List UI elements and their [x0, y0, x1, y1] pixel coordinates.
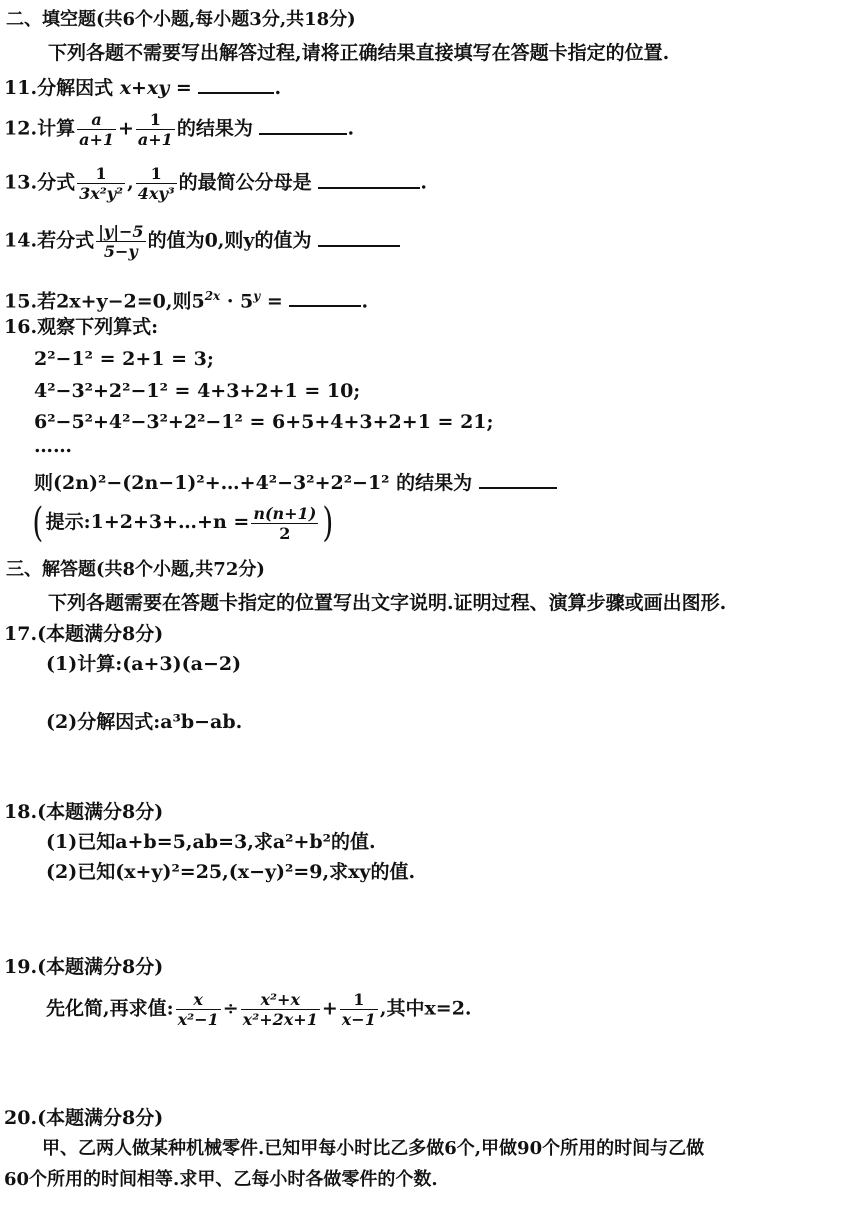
- q11-text: 分解因式: [37, 77, 114, 99]
- q12-fraction-2: [136, 110, 175, 149]
- question-20: [4, 1106, 163, 1130]
- q18-part-1: (1)已知a+b=5,ab=3,求a²+b²的值.: [46, 831, 376, 853]
- q15-number: 15.: [4, 290, 38, 313]
- q14-numerator: |y|−5: [98, 222, 144, 241]
- q17-number: 17.: [4, 623, 38, 645]
- q14-fraction: [96, 222, 145, 261]
- q15-exponent-2: y: [253, 289, 261, 303]
- q12-fraction-1: [77, 110, 116, 149]
- q13-f2-denominator: 4xy³: [137, 184, 175, 203]
- q13-end: .: [420, 171, 427, 194]
- q13-separator: ,: [127, 171, 134, 194]
- q15-mid: · 5: [220, 290, 254, 313]
- q16-hint-paren-right: ): [322, 500, 334, 546]
- question-14: [4, 222, 400, 261]
- question-19: [4, 955, 163, 979]
- q16-answer-blank: [479, 470, 557, 489]
- q20-title: (本题满分8分): [37, 1107, 164, 1129]
- q17-part-1: (1)计算:(a+3)(a−2): [46, 653, 242, 675]
- q16-dots: ……: [34, 435, 72, 457]
- q16-hint-text: 提示:1+2+3+…+n =: [45, 511, 250, 533]
- q19-expression-line: [46, 990, 472, 1029]
- q13-f1-numerator: 1: [77, 164, 125, 184]
- q20-number: 20.: [4, 1107, 38, 1129]
- q15-answer-blank: [289, 288, 361, 307]
- q12-text: 计算: [37, 117, 76, 140]
- q13-answer-blank: [318, 170, 420, 189]
- q14-number: 14.: [4, 229, 38, 252]
- q12-answer-blank: [259, 116, 347, 135]
- question-11: [4, 75, 281, 100]
- q12-plus: +: [117, 117, 134, 140]
- q19-f3-numerator: 1: [340, 990, 378, 1010]
- q13-f2-numerator: 1: [136, 164, 177, 184]
- question-16: [4, 315, 158, 339]
- q13-suffix: 的最简公分母是: [178, 171, 312, 194]
- solve-section-instruction: 下列各题需要在答题卡指定的位置写出文字说明.证明过程、演算步骤或画出图形.: [48, 592, 727, 614]
- q19-plus: +: [321, 997, 338, 1020]
- q16-line-4-text: 则(2n)²−(2n−1)²+…+4²−3²+2²−1² 的结果为: [34, 472, 473, 494]
- q14-denominator: 5−y: [103, 242, 138, 261]
- question-12: [4, 110, 354, 149]
- question-17: [4, 622, 163, 646]
- q12-f2-denominator: a+1: [137, 130, 173, 149]
- q20-line-1: 甲、乙两人做某种机械零件.已知甲每小时比乙多做6个,甲做90个所用的时间与乙做: [42, 1138, 705, 1159]
- question-15: [4, 284, 368, 313]
- q19-pre: 先化简,再求值:: [46, 997, 174, 1020]
- q19-f1-numerator: x: [176, 990, 221, 1010]
- q12-number: 12.: [4, 117, 38, 140]
- q19-post: ,其中x=2.: [379, 997, 472, 1020]
- q13-fraction-1: [77, 164, 125, 203]
- solve-section-title: 三、解答题(共8个小题,共72分): [6, 559, 265, 580]
- q16-hint-numerator: n(n+1): [253, 503, 317, 523]
- question-18: [4, 800, 163, 824]
- q11-expression: x+xy =: [119, 77, 192, 99]
- q16-hint-fraction: [251, 504, 318, 543]
- q16-line-3: 6²−5²+4²−3²+2²−1² = 6+5+4+3+2+1 = 21;: [34, 411, 494, 433]
- q16-hint: [30, 500, 336, 546]
- q17-part-2: (2)分解因式:a³b−ab.: [46, 711, 243, 733]
- q14-answer-blank: [318, 228, 400, 247]
- q11-answer-blank: [198, 75, 274, 94]
- q16-line-2: 4²−3²+2²−1² = 4+3+2+1 = 10;: [34, 380, 361, 402]
- q16-number: 16.: [4, 316, 38, 338]
- q12-f1-denominator: a+1: [79, 130, 114, 149]
- q12-f2-numerator: 1: [136, 110, 175, 130]
- fill-section-title: 二、填空题(共6个小题,每小题3分,共18分): [6, 9, 356, 30]
- q19-fraction-1: [176, 990, 221, 1029]
- q14-suffix: 的值为0,则y的值为: [147, 229, 312, 252]
- q18-part-2: (2)已知(x+y)²=25,(x−y)²=9,求xy的值.: [46, 861, 416, 883]
- q16-hint-denominator: 2: [279, 523, 291, 543]
- q13-fraction-2: [136, 164, 177, 203]
- q19-fraction-2: [241, 990, 320, 1029]
- q19-title: (本题满分8分): [37, 956, 164, 978]
- q18-title: (本题满分8分): [37, 801, 164, 823]
- q12-f1-numerator: a: [77, 110, 116, 130]
- q16-line-4: [34, 470, 557, 495]
- q13-f1-denominator: 3x²y²: [79, 184, 124, 203]
- q13-text: 分式: [37, 171, 76, 194]
- q19-f2-numerator: x²+x: [241, 990, 320, 1010]
- q19-fraction-3: [340, 990, 378, 1029]
- q13-number: 13.: [4, 171, 38, 194]
- q15-exponent-1: 2x: [204, 289, 221, 303]
- q18-number: 18.: [4, 801, 38, 823]
- q15-text: 若2x+y−2=0,则5: [37, 290, 205, 313]
- question-13: [4, 164, 427, 203]
- q16-text: 观察下列算式:: [37, 316, 159, 338]
- q16-hint-paren-left: (: [32, 500, 44, 546]
- q19-divide: ÷: [222, 997, 239, 1020]
- q16-line-1: 2²−1² = 2+1 = 3;: [34, 348, 214, 370]
- q19-f3-denominator: x−1: [341, 1010, 376, 1029]
- q19-number: 19.: [4, 956, 38, 978]
- q15-equals: =: [260, 290, 283, 313]
- q14-text: 若分式: [37, 229, 95, 252]
- q19-f1-denominator: x²−1: [177, 1010, 219, 1029]
- q17-title: (本题满分8分): [37, 623, 164, 645]
- q19-f2-denominator: x²+2x+1: [242, 1010, 318, 1029]
- q11-number: 11.: [4, 77, 38, 99]
- q20-line-2: 60个所用的时间相等.求甲、乙每小时各做零件的个数.: [4, 1169, 438, 1190]
- q15-end: .: [361, 290, 369, 313]
- q12-suffix: 的结果为: [176, 117, 253, 140]
- q11-end: .: [274, 77, 282, 99]
- q12-end: .: [347, 117, 355, 140]
- fill-section-instruction: 下列各题不需要写出解答过程,请将正确结果直接填写在答题卡指定的位置.: [48, 42, 670, 64]
